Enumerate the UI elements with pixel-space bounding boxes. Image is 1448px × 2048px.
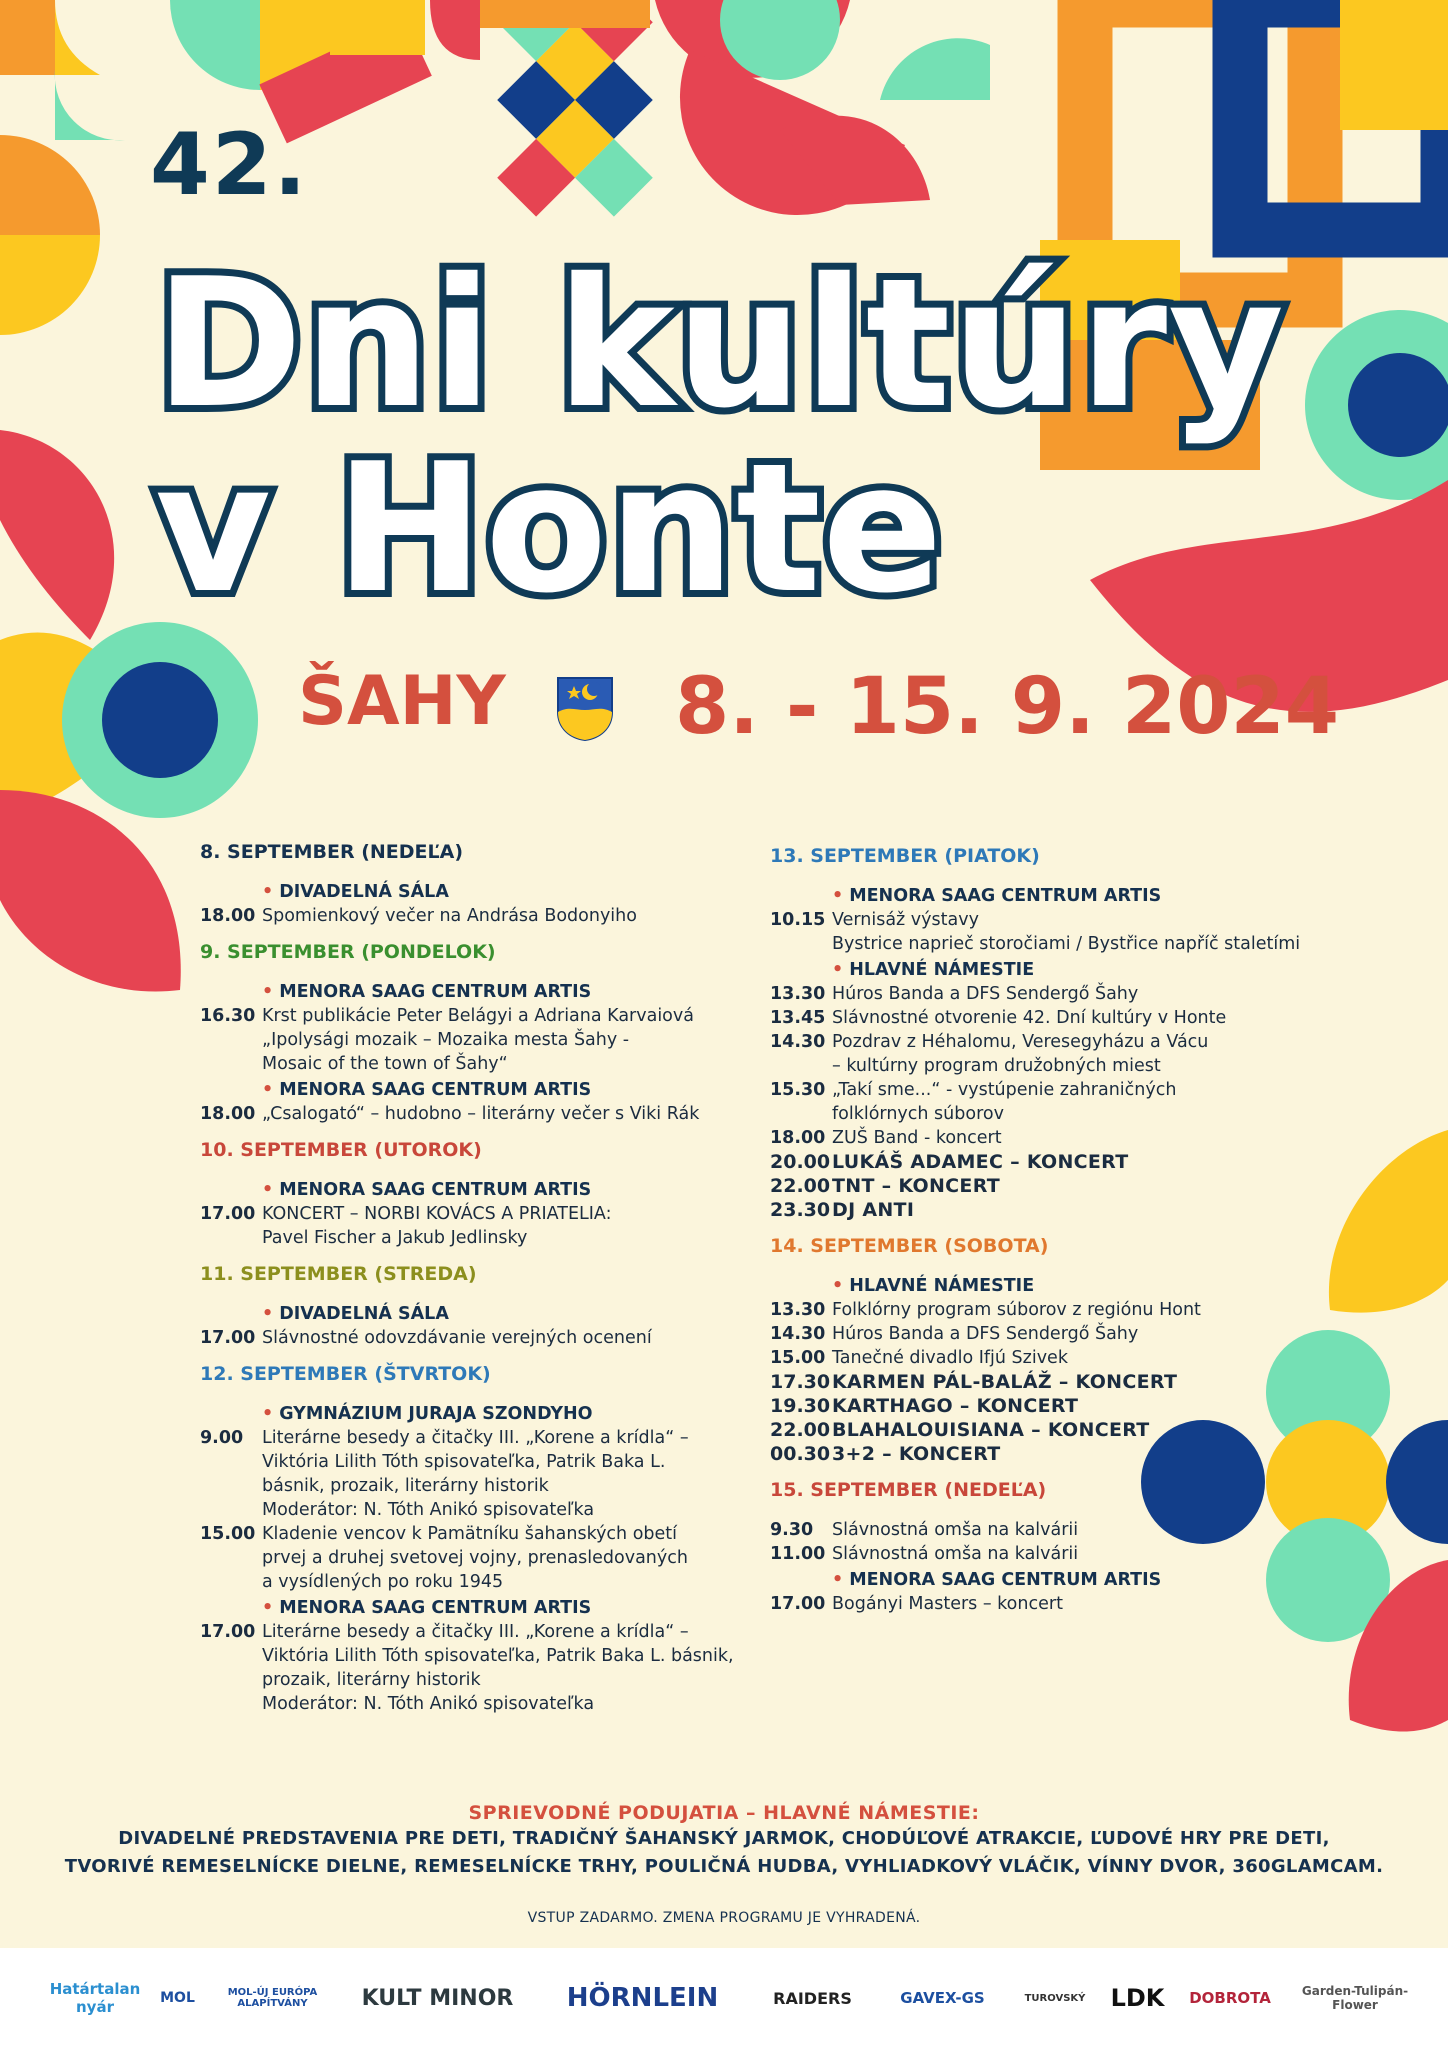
program-item (200, 1426, 760, 1450)
program-item (770, 1198, 1330, 1222)
program-item (770, 1418, 1330, 1442)
program-time: 23.30 (770, 1199, 831, 1221)
program-item (200, 1644, 760, 1668)
program-time: 11.00 (770, 1544, 826, 1564)
side-events-line-2: TVORIVÉ REMESELNÍCKE DIELNE, REMESELNÍCKE TRHY, POULIČNÁ HUDBA, VYHLIADKOVÝ VLÁČIK, VÍNNY DVOR, 360GLAMCAM. (64, 1856, 1384, 1877)
program-item (770, 1102, 1330, 1126)
program-description: ZUŠ Band - koncert (832, 1128, 1002, 1148)
program-time: 14.30 (770, 1032, 826, 1052)
program-time: 13.30 (770, 984, 826, 1004)
program-item (770, 1518, 1330, 1542)
program-description: Viktória Lilith Tóth spisovateľka, Patrik Baka L. (262, 1452, 666, 1472)
day-heading: 9. SEPTEMBER (PONDELOK) (200, 941, 496, 963)
program-time (200, 1450, 262, 1474)
program-time: 17.00 (200, 1328, 256, 1348)
program-time (200, 1546, 262, 1570)
program-time: 17.00 (200, 1622, 256, 1642)
program-time (200, 1644, 262, 1668)
program-item (770, 1174, 1330, 1198)
program-item (200, 1474, 760, 1498)
program-item (770, 1592, 1330, 1616)
side-events-line-1: DIVADELNÉ PREDSTAVENIA PRE DETI, TRADIČNÝ ŠAHANSKÝ JARMOK, CHODÚĽOVÉ ATRAKCIE, ĽUDOVÉ HRY PRE DETI, (118, 1828, 1330, 1849)
venue-label: • HLAVNÉ NÁMESTIE (770, 958, 1330, 982)
sponsor-logo: TUROVSKÝ (1024, 1992, 1086, 2004)
program-time (200, 1692, 262, 1716)
program-description: prvej a druhej svetovej vojny, prenasledovaných (262, 1548, 688, 1568)
entry-note: VSTUP ZADARMO. ZMENA PROGRAMU JE VYHRADENÁ. (527, 1910, 921, 1926)
program-description: Tanečné divadlo Ifjú Szivek (832, 1348, 1068, 1368)
program-time: 17.00 (200, 1204, 256, 1224)
day-heading: 14. SEPTEMBER (SOBOTA) (770, 1235, 1049, 1257)
program-description: KONCERT – NORBI KOVÁCS A PRIATELIA: (262, 1204, 612, 1224)
venue-label: • MENORA SAAG CENTRUM ARTIS (200, 1078, 760, 1102)
sponsor-logo: DOBROTA (1189, 1989, 1271, 2007)
program-description: Spomienkový večer na Andrása Bodonyiho (262, 906, 637, 926)
program-description: Bogányi Masters – koncert (832, 1594, 1063, 1614)
program-item (770, 1054, 1330, 1078)
program-time: 15.30 (770, 1080, 826, 1100)
venue-label: • MENORA SAAG CENTRUM ARTIS (200, 1178, 760, 1202)
program-time (770, 1102, 832, 1126)
program-item (200, 1028, 760, 1052)
program-description: Krst publikácie Peter Belágyi a Adriana Karvaiová (262, 1006, 694, 1026)
program-description: básnik, prozaik, literárny historik (262, 1476, 549, 1496)
program-item (770, 1298, 1330, 1322)
program-time: 17.00 (770, 1594, 826, 1614)
program-time: 13.30 (770, 1300, 826, 1320)
program-description: Slávnostné odovzdávanie verejných ocenení (262, 1328, 652, 1348)
program-description: KARTHAGO – KONCERT (832, 1395, 1079, 1417)
program-item (770, 1030, 1330, 1054)
venue-label: • MENORA SAAG CENTRUM ARTIS (200, 1596, 760, 1620)
program-time: 13.45 (770, 1008, 826, 1028)
program-time: 16.30 (200, 1006, 256, 1026)
program-item (770, 1322, 1330, 1346)
program-description: Mosaic of the town of Šahy“ (262, 1054, 508, 1074)
sponsor-logo: MOL (160, 1990, 195, 2006)
coat-of-arms-icon (556, 676, 614, 742)
venue-label: • MENORA SAAG CENTRUM ARTIS (770, 884, 1330, 908)
program-item (200, 1450, 760, 1474)
program-description: TNT – KONCERT (832, 1175, 1001, 1197)
program-description: Slávnostná omša na kalvárii (832, 1520, 1079, 1540)
program-item (770, 1542, 1330, 1566)
program-time (200, 1668, 262, 1692)
program-description: Moderátor: N. Tóth Anikó spisovateľka (262, 1694, 595, 1714)
program-description: Húros Banda a DFS Sendergő Šahy (832, 1324, 1139, 1344)
program-description: Húros Banda a DFS Sendergő Šahy (832, 984, 1139, 1004)
program-item (200, 1522, 760, 1546)
program-description: 3+2 – KONCERT (832, 1443, 1001, 1465)
program-description: „Csalogató“ – hudobno – literárny večer s Viki Rák (262, 1104, 700, 1124)
program-item (770, 932, 1330, 956)
program-time: 19.30 (770, 1395, 831, 1417)
sponsor-logo: HÖRNLEIN (566, 1983, 719, 2013)
day-heading: 8. SEPTEMBER (NEDEĽA) (200, 841, 464, 863)
program-item (200, 1226, 760, 1250)
program-item (770, 1370, 1330, 1394)
program-item (200, 1620, 760, 1644)
program-time: 15.00 (200, 1524, 256, 1544)
program-time: 00.30 (770, 1443, 831, 1465)
program-description: Moderátor: N. Tóth Anikó spisovateľka (262, 1500, 595, 1520)
program-time: 18.00 (770, 1128, 826, 1148)
program-item (200, 1326, 760, 1350)
program-item (200, 1692, 760, 1716)
sponsor-logo: LDK (1110, 1984, 1165, 2012)
sponsor-logo: KULT MINOR (361, 1985, 514, 2011)
program-description: Literárne besedy a čitačky III. „Korene a krídla“ – (262, 1622, 689, 1642)
program-description: BLAHALOUISIANA – KONCERT (832, 1419, 1150, 1441)
program-item (770, 908, 1330, 932)
day-heading: 11. SEPTEMBER (STREDA) (200, 1263, 477, 1285)
program-description: a vysídlených po roku 1945 (262, 1572, 504, 1592)
program-item (770, 1006, 1330, 1030)
program-description: Viktória Lilith Tóth spisovateľka, Patrik Baka L. básnik, (262, 1646, 734, 1666)
program-time (770, 932, 832, 956)
venue-label: • MENORA SAAG CENTRUM ARTIS (770, 1568, 1330, 1592)
program-item (770, 1394, 1330, 1418)
day-heading: 12. SEPTEMBER (ŠTVRTOK) (200, 1363, 491, 1385)
program-time (200, 1028, 262, 1052)
program-time: 18.00 (200, 1104, 256, 1124)
program-item (770, 1078, 1330, 1102)
sponsor-logo: MOL-ÚJ EURÓPA ALAPÍTVÁNY (227, 1987, 318, 2009)
program-description: Slávnostná omša na kalvárii (832, 1544, 1079, 1564)
program-time: 18.00 (200, 906, 256, 926)
edition-number: 42. (150, 115, 309, 215)
city-name: ŠAHY (298, 662, 506, 741)
side-events-title: SPRIEVODNÉ PODUJATIA – HLAVNÉ NÁMESTIE: (468, 1802, 980, 1824)
program-description: Folklórny program súborov z regiónu Hont (832, 1300, 1201, 1320)
sponsor-logo: Határtalan nyár (49, 1980, 141, 2016)
sponsor-logo: Garden-Tulipán-Flower (1301, 1984, 1409, 2012)
program-item (770, 1442, 1330, 1466)
program-item (200, 1546, 760, 1570)
sponsor-logos-strip (0, 1948, 1448, 2048)
program-time: 14.30 (770, 1324, 826, 1344)
program-time: 22.00 (770, 1419, 831, 1441)
program-description: Vernisáž výstavy (832, 910, 979, 930)
program-description: Slávnostné otvorenie 42. Dní kultúry v Honte (832, 1008, 1227, 1028)
program-right-column (770, 842, 1330, 1626)
program-item (200, 1202, 760, 1226)
program-time (200, 1474, 262, 1498)
program-time: 22.00 (770, 1175, 831, 1197)
event-dates: 8. - 15. 9. 2024 (675, 662, 1340, 752)
program-time (200, 1570, 262, 1594)
program-item (200, 1052, 760, 1076)
program-description: Literárne besedy a čitačky III. „Korene a krídla“ – (262, 1428, 689, 1448)
program-item (770, 1346, 1330, 1370)
program-description: Pavel Fischer a Jakub Jedlinsky (262, 1228, 528, 1248)
sponsor-logo: RAIDERS (773, 1988, 852, 2008)
title-line-2: v Honte (155, 425, 944, 632)
program-time: 10.15 (770, 910, 826, 930)
venue-label: • MENORA SAAG CENTRUM ARTIS (200, 980, 760, 1004)
program-item (200, 1668, 760, 1692)
title-line-1: Dni kultúry (155, 240, 1286, 447)
program-item (200, 1004, 760, 1028)
venue-label: • DIVADELNÁ SÁLA (200, 880, 760, 904)
program-description: Pozdrav z Héhalomu, Veresegyházu a Vácu (832, 1032, 1209, 1052)
program-item (770, 982, 1330, 1006)
venue-label: • HLAVNÉ NÁMESTIE (770, 1274, 1330, 1298)
program-description: Bystrice naprieč storočiami / Bystřice napříč staletími (832, 934, 1301, 954)
program-item (200, 1498, 760, 1522)
venue-label: • DIVADELNÁ SÁLA (200, 1302, 760, 1326)
program-time (770, 1054, 832, 1078)
program-description: LUKÁŠ ADAMEC – KONCERT (832, 1151, 1129, 1173)
program-time (200, 1052, 262, 1076)
program-description: – kultúrny program družobných miest (832, 1056, 1161, 1076)
program-item (200, 904, 760, 928)
program-time: 20.00 (770, 1151, 831, 1173)
program-description: „Ipolysági mozaik – Mozaika mesta Šahy - (262, 1030, 630, 1050)
program-time (200, 1226, 262, 1250)
program-item (200, 1570, 760, 1594)
program-time: 9.30 (770, 1520, 814, 1540)
program-time: 15.00 (770, 1348, 826, 1368)
program-left-column (200, 838, 760, 1726)
program-description: „Takí sme...“ - vystúpenie zahraničných (832, 1080, 1177, 1100)
program-time: 17.30 (770, 1371, 831, 1393)
program-description: DJ ANTI (832, 1199, 915, 1221)
program-item (770, 1126, 1330, 1150)
program-item (200, 1102, 760, 1126)
day-heading: 13. SEPTEMBER (PIATOK) (770, 845, 1040, 867)
program-description: prozaik, literárny historik (262, 1670, 481, 1690)
program-time (200, 1498, 262, 1522)
day-heading: 10. SEPTEMBER (UTOROK) (200, 1139, 482, 1161)
venue-label: • GYMNÁZIUM JURAJA SZONDYHO (200, 1402, 760, 1426)
day-heading: 15. SEPTEMBER (NEDEĽA) (770, 1479, 1047, 1501)
sponsor-logo: GAVEX-GS (900, 1989, 985, 2007)
program-item (770, 1150, 1330, 1174)
program-description: KARMEN PÁL-BALÁŽ – KONCERT (832, 1371, 1178, 1393)
program-time: 9.00 (200, 1428, 244, 1448)
program-description: folklórnych súborov (832, 1104, 1004, 1124)
program-description: Kladenie vencov k Pamätníku šahanských obetí (262, 1524, 678, 1544)
